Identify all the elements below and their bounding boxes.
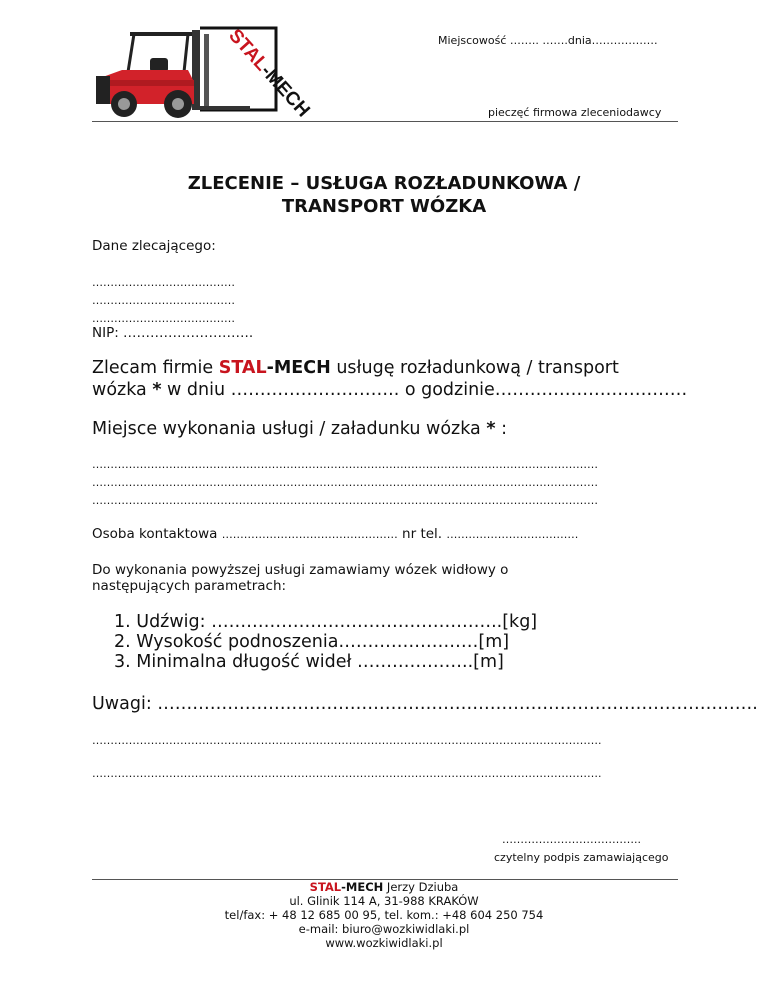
footer-phones: tel/fax: + 48 12 685 00 95, tel. kom.: +48 604 250 754 <box>224 908 544 922</box>
footer-www[interactable]: www.wozkiwidlaki.pl <box>325 936 443 950</box>
contact-name-field[interactable]: ………………………………………… <box>221 528 398 541</box>
param-fork-length[interactable]: 3. Minimalna długość wideł ………………..[m] <box>114 652 504 672</box>
footer-email[interactable]: e-mail: biuro@wozkiwidlaki.pl <box>298 922 470 936</box>
place-label-text: Miejsce wykonania usługi / załadunku wózka <box>92 419 487 439</box>
order-line2-a: wózka <box>92 380 153 400</box>
client-label: Dane zlecającego: <box>92 238 216 254</box>
place-date-field[interactable]: Miejscowość …….. …….dnia……………… <box>438 34 658 47</box>
order-prefix: Zlecam firmie <box>92 358 219 378</box>
order-line2-b: w dniu ……………………….. o godzinie…………………………… <box>161 380 688 400</box>
remarks-line-main[interactable]: Uwagi: …………………………………………………………………………………………. <box>92 694 758 714</box>
footer-brand-black: -MECH <box>341 880 384 894</box>
param-lift-height[interactable]: 2. Wysokość podnoszenia……………………[m] <box>114 632 510 652</box>
order-brand-red: STAL <box>218 358 267 378</box>
place-colon: : <box>495 419 507 439</box>
footer-address: ul. Glinik 114 A, 31-988 KRAKÓW <box>289 894 479 908</box>
order-line-2[interactable] <box>92 380 687 400</box>
client-line-1[interactable]: ………………………………… <box>92 276 235 289</box>
remarks-line-1[interactable]: …………………………………………………………………………………………………………………………. <box>92 734 602 747</box>
footer-company <box>0 880 768 895</box>
params-intro-1: Do wykonania powyższej usługi zamawiamy wózek widłowy o <box>92 562 509 578</box>
place-star: * <box>486 419 496 439</box>
place-line-2[interactable]: ………………………………………………………………………………………………………………………… <box>92 476 598 489</box>
order-brand-black: -MECH <box>266 358 331 378</box>
nip-field[interactable]: NIP: ……………………….. <box>92 325 254 341</box>
tel-label: nr tel. <box>397 526 447 542</box>
place-label <box>92 419 507 439</box>
logo-text-stal: STAL <box>224 25 273 76</box>
order-suffix: usługę rozładunkową / transport <box>330 358 619 378</box>
place-line-3[interactable]: ………………………………………………………………………………………………………………………… <box>92 494 598 507</box>
logo-text-mech: -MECH <box>256 60 314 122</box>
tel-field[interactable]: ……………………………… <box>446 528 579 541</box>
contact-label: Osoba kontaktowa <box>92 526 222 542</box>
doc-title-line1: ZLECENIE – USŁUGA ROZŁADUNKOWA / <box>187 173 581 194</box>
place-line-1[interactable]: ………………………………………………………………………………………………………………………… <box>92 458 598 471</box>
header-divider <box>92 121 678 122</box>
params-intro-2: następujących parametrach: <box>92 578 287 594</box>
company-logo <box>92 22 314 122</box>
footer-owner: Jerzy Dziuba <box>383 880 459 894</box>
order-star: * <box>152 380 162 400</box>
remarks-line-2[interactable]: …………………………………………………………………………………………………………………………. <box>92 767 602 780</box>
order-line-1 <box>92 358 619 378</box>
client-line-3[interactable]: ………………………………… <box>92 312 235 325</box>
signature-field[interactable]: ……………………………….. <box>502 833 641 846</box>
footer-brand-red: STAL <box>309 880 342 894</box>
stamp-label: pieczęć firmowa zleceniodawcy <box>488 106 662 119</box>
client-line-2[interactable]: ………………………………… <box>92 294 235 307</box>
forklift-logo-graphic <box>92 22 314 122</box>
signature-label: czytelny podpis zamawiającego <box>494 851 669 864</box>
contact-row <box>92 526 578 542</box>
param-capacity[interactable]: 1. Udźwig: …………………………………………..[kg] <box>114 612 538 632</box>
doc-title-line2: TRANSPORT WÓZKA <box>281 196 487 217</box>
